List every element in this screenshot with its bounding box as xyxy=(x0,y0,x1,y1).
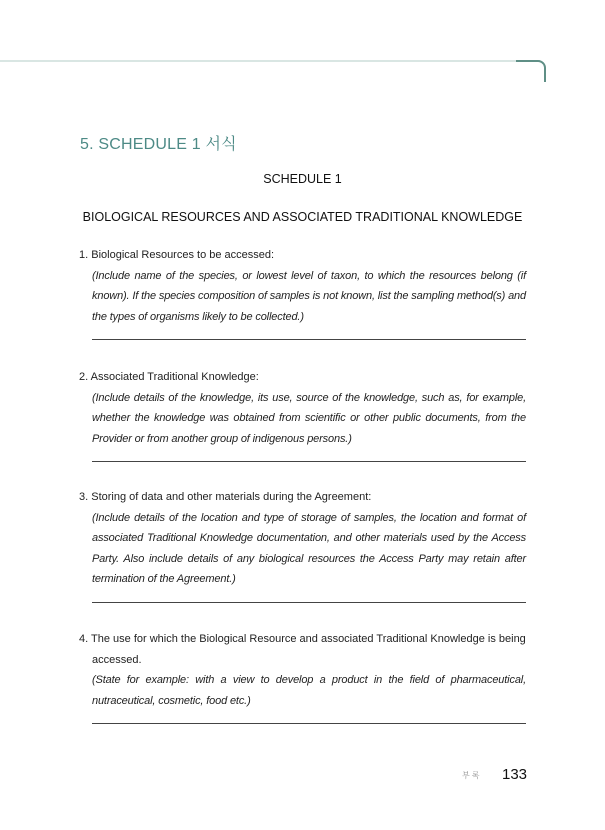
schedule-subtitle: BIOLOGICAL RESOURCES AND ASSOCIATED TRADITIONAL KNOWLEDGE xyxy=(82,210,523,224)
answer-line xyxy=(92,602,526,603)
footer-section-label: 부록 xyxy=(462,771,482,780)
header-rule xyxy=(0,60,540,62)
item-note: (State for example: with a view to develop a product in the field of pharmaceutical, nutraceutical, cosmetic, food etc.) xyxy=(92,674,526,707)
schedule-item-3 xyxy=(79,487,526,603)
item-note: (Include details of the location and type of storage of samples, the location and format of associated Traditional Knowledge documentation, and other materials used by the Access Party. Also include details of any biological resources the Access Party may retain after termination of the Agreement.) xyxy=(92,511,526,585)
item-label: Biological Resources to be accessed: xyxy=(91,249,275,261)
schedule-item-2 xyxy=(79,367,526,462)
item-note: (Include details of the knowledge, its use, source of the knowledge, such as, for example, whether the knowledge was obtained from scientific or other public documents, from the Provider or from another group of indigenous persons.) xyxy=(92,391,526,445)
item-heading xyxy=(79,245,526,266)
item-heading xyxy=(79,629,526,650)
section-title: 5. SCHEDULE 1 서식 xyxy=(80,136,237,153)
item-label-continued: accessed. xyxy=(92,653,142,666)
item-note: (Include name of the species, or lowest level of taxon, to which the resources belong (if known). If the species composition of samples is not known, list the sampling method(s) and the types of organisms likely to be collected.) xyxy=(92,269,526,323)
item-number: 4. xyxy=(79,633,89,645)
item-number: 1. xyxy=(79,249,89,261)
answer-line xyxy=(92,339,526,340)
answer-line xyxy=(92,461,526,462)
item-label: The use for which the Biological Resource and associated Traditional Knowledge is being xyxy=(91,633,526,645)
schedule-title: SCHEDULE 1 xyxy=(263,172,342,186)
item-heading xyxy=(79,487,526,508)
schedule-item-1 xyxy=(79,245,526,340)
item-label: Associated Traditional Knowledge: xyxy=(90,371,259,383)
header-corner-ornament xyxy=(516,60,546,82)
answer-line xyxy=(92,723,526,724)
item-number: 2. xyxy=(79,371,89,383)
item-number: 3. xyxy=(79,491,89,503)
item-label: Storing of data and other materials during the Agreement: xyxy=(91,491,372,503)
schedule-item-4 xyxy=(79,629,526,724)
page-number: 133 xyxy=(502,766,528,783)
item-heading xyxy=(79,367,526,388)
